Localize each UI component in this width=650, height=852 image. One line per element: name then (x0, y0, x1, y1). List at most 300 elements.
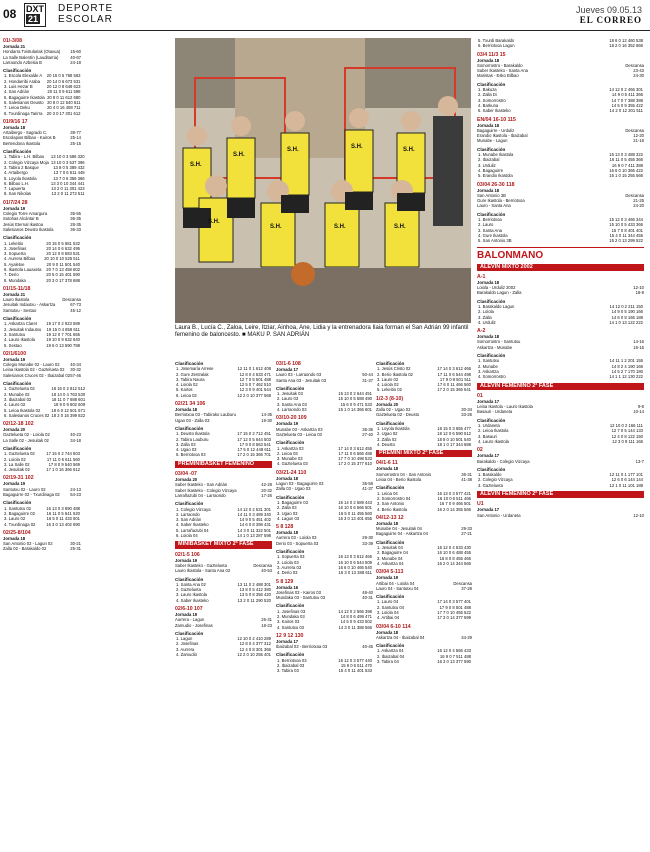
standings-table (3, 506, 81, 527)
result-block (175, 426, 272, 458)
team-name: 1. Jesuitak 03 (277, 391, 303, 397)
team-stats: 16 10 0 6 544 509 (338, 559, 372, 565)
team-stats: 12 4 0 8 122 150 (611, 433, 643, 439)
group-heading: 03/04 6-10 114 (376, 623, 411, 630)
match-score: 33-39 (362, 540, 373, 546)
group-heading: 03/04 5-113 (376, 569, 404, 576)
team-name: 4. Artibai 04 (377, 615, 400, 621)
match-teams: Lagun 03 - Bagaguirre 03 (276, 481, 324, 487)
table-row (477, 320, 644, 325)
team-name: 4. Lagun 03 (277, 515, 300, 521)
result-block (175, 401, 272, 423)
result-block (376, 450, 472, 482)
match-teams: Jornada 17 (276, 638, 299, 644)
result-block (376, 421, 472, 447)
group-heading: 03/04 26-30 118 (477, 181, 515, 188)
section-label-bottom: 21 (28, 14, 39, 24)
team-stats: 16 5 0 11 433 601 (46, 516, 80, 522)
match-teams: Somorrostro - Barakaldo (477, 62, 523, 68)
team-name: 5. Berriotxoa 03 (176, 452, 206, 458)
team-stats: 12 10 0 2 166 111 (609, 423, 643, 429)
match-line (3, 492, 81, 497)
result-block (3, 475, 81, 497)
table-row (276, 570, 373, 575)
group-heading: A-1 (477, 273, 486, 280)
result-block (3, 38, 81, 65)
match-score: 41-38 (461, 477, 472, 483)
standings-heading: Clasificación (376, 485, 405, 491)
group-heading: 02/25-8/104 (3, 529, 31, 536)
team-stats: 14 12 0 2 566 398 (338, 608, 372, 614)
team-stats: 18 8 0 10 501 540 (437, 436, 471, 442)
result-block (276, 386, 373, 412)
team-name: 5. San Antonio 3B (478, 238, 512, 244)
result-block (376, 361, 472, 393)
team-name: 1. Askartza 03 (277, 445, 304, 451)
team-stats: 18 15 0 3 655 477 (437, 425, 471, 431)
team-name: 4. Lauro Ikastola (4, 337, 35, 343)
team-stats: 18 11 0 7 688 601 (51, 396, 86, 402)
team-stats: 16 6 0 10 466 540 (338, 564, 372, 570)
team-stats: 15 1 0 14 366 601 (338, 407, 372, 413)
match-score: 35-58 (362, 481, 373, 487)
match-teams: Jornada 18 (376, 520, 399, 526)
team-name: 3. Tabira 04 (377, 659, 399, 665)
team-stats: 17 15 0 2 712 451 (237, 431, 271, 437)
result-block (276, 603, 373, 629)
team-stats: 16 11 0 5 455 366 (609, 157, 643, 163)
team-name: 1. Askartza Claret (4, 321, 38, 327)
team-name: 3. Santa Ana (478, 227, 502, 233)
team-name: 4. Loiola 02 (176, 382, 198, 388)
result-block (3, 68, 81, 116)
team-stats: 12 7 0 5 501 488 (239, 376, 271, 382)
team-stats: 16 8 0 8 455 466 (439, 555, 471, 561)
standings-table (376, 648, 472, 664)
team-name: 2. Ugao 02 (377, 431, 398, 437)
team-stats: 14 8 0 6 499 471 (340, 613, 372, 619)
group-heading: 03/10-20 109 (276, 415, 307, 422)
team-name: 1. Santa Ana 02 (176, 581, 206, 587)
shirt-lettering: S.H. (334, 224, 346, 230)
match-teams: Mundaka 03 - Santutxu 03 (276, 595, 326, 601)
group-heading: 04/12-13 12 (376, 514, 404, 521)
match-score: 24-20 (633, 203, 644, 209)
team-name: 3. Tabira 2 Basque (4, 164, 39, 170)
match-teams: Bertendona Ikastola (3, 140, 41, 146)
match-teams: Sotohas Alcántar B (3, 216, 39, 222)
team-stats: 12 5 0 7 462 510 (239, 382, 271, 388)
match-score: 40-45 (362, 644, 373, 650)
match-teams: Saber Ikasteko - Gaztelueta (175, 562, 227, 568)
match-teams: Barakaldo - Colegio Vizcaya (477, 458, 530, 464)
standings-table (477, 423, 644, 444)
team-name: 3. Lauro 02 (4, 516, 26, 522)
team-name: 8. Txurdinaga Tarirra (4, 110, 43, 116)
team-name: 5. Larrañazubi 04 (176, 527, 209, 533)
team-stats: 17 2 0 15 366 641 (437, 387, 471, 393)
team-stats: 12 3 0 9 401 544 (239, 387, 271, 393)
match-score: 25-31 (70, 546, 81, 552)
result-block (3, 235, 81, 283)
team-stats: 14 12 0 2 531 301 (237, 506, 271, 512)
match-line (3, 308, 81, 313)
match-teams: Jornada 18 (276, 530, 299, 536)
team-name: 5. Lekeitio 02 (377, 387, 402, 393)
shirt-lettering: S.H. (351, 144, 363, 150)
result-block (477, 328, 644, 350)
match-line (477, 513, 644, 518)
match-score: 30-32 (70, 367, 81, 373)
team-name: 1. Jesuitak 04 (377, 545, 403, 551)
team-stats: 16 1 0 15 255 566 (609, 173, 643, 179)
team-name: 2. Josefinas (4, 245, 27, 251)
match-teams: Ibaizabal 03 - Berriotxoa 03 (276, 644, 328, 650)
team-stats: 13 5 0 8 356 420 (239, 592, 271, 598)
group-heading: 02/21 34 106 (175, 401, 206, 408)
team-stats: 15 4 0 11 344 455 (609, 232, 643, 238)
team-stats: 20 7 0 13 458 602 (46, 266, 80, 272)
standings-table (477, 87, 644, 113)
group-heading: 5 8 128 (276, 524, 294, 531)
team-stats: 16 5 0 11 455 560 (338, 510, 372, 516)
team-name: 1. Tabira - L.H. Bilbao (4, 154, 45, 160)
match-teams: Jornada 17 (477, 453, 500, 459)
team-stats: 13 11 0 2 488 301 (237, 581, 271, 587)
team-stats: 14 12 0 2 466 301 (609, 87, 643, 93)
result-block (3, 530, 81, 552)
match-teams: Jornada 19 (175, 611, 198, 617)
standings-table (276, 554, 373, 575)
result-block (3, 286, 81, 313)
result-block (276, 633, 373, 650)
table-row (477, 43, 644, 48)
match-score: 12-20 (633, 133, 644, 139)
results-column-1 (3, 38, 86, 848)
group-heading: 03/21-24 110 (276, 469, 307, 476)
match-teams: Leioa 04 - Berio Ikastola (376, 477, 422, 483)
team-name: 4. Jesuitak 02 (4, 467, 30, 473)
table-row (477, 439, 644, 444)
page-header (0, 0, 650, 34)
team-name: 2. Berio Ikastola 02 (377, 371, 413, 377)
match-teams: Barakaldo Lagun - Zalla (477, 290, 522, 296)
team-name: 2. Josefinas (176, 641, 199, 647)
team-name: 4. Derio 03 (277, 570, 298, 576)
result-block (276, 549, 373, 575)
match-score: Descansa (625, 127, 644, 133)
match-score: 24-18 (70, 59, 81, 65)
standings-heading: Clasificación (175, 361, 204, 366)
match-teams: Zamudio - Josefinas (175, 622, 213, 628)
team-stats: 14 9 0 5 190 166 (611, 309, 643, 315)
table-row (175, 533, 272, 538)
match-score: 18-23 (261, 622, 272, 628)
team-name: 5. Erandio Ikastola (478, 173, 513, 179)
match-score: 57-46 (70, 372, 81, 378)
match-line (276, 595, 373, 600)
team-stats: 17 7 0 10 498 533 (338, 456, 372, 462)
table-row (477, 238, 644, 243)
standings-table (3, 451, 81, 472)
team-stats: 16 10 0 6 566 501 (338, 505, 372, 511)
team-name: 2. Somorrostro 04 (377, 495, 411, 501)
result-block (477, 491, 644, 518)
match-teams: Leioa Ikastola - Lauro Ikastola (477, 404, 533, 410)
standings-table (376, 545, 472, 566)
team-stats: 13 3 0 10 344 441 (50, 180, 85, 186)
match-teams: Jornada 18 (477, 57, 500, 63)
team-name: 5. Txurdi Barakaldo (478, 38, 515, 43)
match-score: 13-7 (635, 458, 644, 464)
team-name: 3. Kairos 03 (277, 619, 300, 625)
standings-table (376, 599, 472, 620)
match-teams: Jornada 18 (3, 124, 26, 130)
team-stats: 12 2 0 10 377 568 (237, 392, 271, 398)
shirt-lettering: S.H. (208, 219, 220, 225)
team-name: 1. Gaztelueta 02 (4, 451, 35, 457)
match-score: 25-15 (70, 140, 81, 146)
match-line (175, 623, 272, 628)
match-teams: Basauri - Urdaneta (477, 409, 513, 415)
team-name: 3. Zalla (478, 314, 492, 320)
team-stats: 15 12 0 3 466 344 (609, 217, 643, 223)
standings-heading: Clasificación (3, 235, 32, 241)
match-teams: Erandio Ikastola - Ibaizabal (477, 133, 528, 139)
standings-table (276, 500, 373, 521)
match-teams: Escolapios Bilbao - Kairos B (3, 135, 56, 141)
team-stats: 17 9 0 8 501 488 (439, 604, 471, 610)
team-name: 8. Mundaka (4, 277, 26, 283)
team-name: 4. Lauro 02 (4, 402, 26, 408)
standings-heading: Clasificación (3, 500, 32, 506)
team-stats: 20 9 0 11 501 540 (46, 261, 80, 267)
team-name: 3. Gaztelueta (478, 482, 503, 488)
result-block (276, 361, 373, 383)
team-stats: 16 13 0 3 690 488 (46, 505, 80, 511)
result-block (477, 182, 644, 209)
standings-table (3, 154, 86, 196)
team-name: 3. Basauri (478, 433, 497, 439)
match-score: 15-60 (70, 49, 81, 55)
match-teams: Askartza - Munabe (477, 344, 513, 350)
team-name: 2. Leioa 03 (277, 450, 298, 456)
match-score: 27-21 (461, 531, 472, 537)
team-name: 5. Kairos (176, 387, 193, 393)
match-line (477, 409, 644, 414)
team-stats: 20 14 0 6 632 495 (46, 245, 80, 251)
result-block (477, 299, 644, 325)
team-stats: 14 11 1 2 201 155 (609, 358, 643, 364)
team-name: 4. Lauro Ikastola (478, 438, 509, 444)
team-stats: 12 7 0 5 144 133 (611, 428, 643, 434)
team-stats: 18 6 0 12 501 671 (51, 407, 86, 413)
team-name: 4. Aurrera Bilbao (4, 256, 36, 262)
match-score: 41-37 (362, 486, 373, 492)
match-teams: Josefinas 03 - Kairos 03 (276, 589, 321, 595)
team-stats: 13 7 0 6 356 366 (53, 175, 85, 181)
team-stats: 17 2 0 15 366 701 (237, 452, 271, 458)
result-block (3, 200, 81, 232)
match-line (3, 60, 81, 65)
team-stats: 16 9 0 7 411 388 (611, 162, 643, 168)
match-score: 9-8 (637, 404, 644, 410)
match-score: 24-30 (633, 73, 644, 79)
team-stats: 20 15 0 5 681 532 (46, 240, 80, 246)
standings-table (3, 73, 82, 115)
match-score: 36-35 (70, 216, 81, 222)
team-name: 1. Lagun (176, 636, 193, 642)
group-heading: 02/1-5 106 (175, 551, 200, 558)
team-stats: 16 3 0 13 401 655 (338, 515, 372, 521)
match-line (477, 345, 644, 350)
team-name: 1. Sopuerta 03 (277, 554, 305, 560)
team-name: 1. Berriotxoa 03 (277, 657, 307, 663)
shirt-lettering: S.H. (403, 147, 415, 153)
table-row (376, 442, 472, 447)
team-name: 2. Colegio Vizcaya (478, 477, 513, 483)
standings-table (276, 609, 373, 630)
team-stats: 14 11 0 3 489 340 (237, 511, 271, 517)
results-column-3 (276, 361, 373, 846)
table-row (3, 343, 81, 348)
results-column-5 (477, 38, 644, 848)
team-stats: 17 3 0 14 377 599 (437, 615, 471, 621)
standings-table (175, 582, 272, 603)
match-teams: Munabe - Lagun (477, 138, 508, 144)
match-line (3, 141, 81, 146)
result-block (477, 82, 644, 114)
result-block (3, 119, 81, 146)
result-block (276, 440, 373, 466)
team-name: 1. Santutxu 02 (4, 505, 32, 511)
match-score: 36-33 (70, 226, 81, 232)
match-score: 34-18 (70, 437, 81, 443)
team-stats: 16 3 0 13 388 611 (338, 570, 372, 576)
team-stats: 15 2 0 13 299 522 (609, 238, 643, 244)
match-teams: Jornada 18 (3, 535, 26, 541)
team-stats: 17 15 0 2 744 503 (46, 451, 80, 457)
team-stats: 18 2 0 16 352 666 (609, 43, 643, 49)
results-column-2 (175, 361, 272, 846)
team-stats: 16 12 0 4 566 433 (437, 648, 471, 654)
standings-heading: Clasificación (276, 385, 305, 391)
team-stats: 16 6 0 10 366 422 (609, 167, 643, 173)
match-teams: Larrañazubi 04 - Larraondo (175, 492, 226, 498)
team-stats: 17 11 0 6 611 560 (46, 456, 80, 462)
match-teams: Colegio Torre Amargura (3, 211, 48, 217)
group-heading: 01/9/16 17 (3, 118, 28, 125)
team-name: 2. Lauro (478, 222, 494, 228)
team-name: 3. San Antonio (377, 501, 405, 507)
team-name: 2. Gure Zentralak (176, 371, 209, 377)
standings-heading: Clasificación (477, 353, 506, 359)
team-name: 1. Josefinas 03 (277, 608, 306, 614)
team-name: 3. Askartza (478, 368, 499, 374)
match-teams: Bagaguirre - Urduliz (477, 127, 515, 133)
match-line (376, 477, 472, 482)
standings-table (175, 636, 272, 657)
result-block (376, 624, 472, 641)
match-teams: Saber Ikasteko - Colegio Vizcaya (175, 487, 237, 493)
team-stats: 14 1 0 13 287 598 (237, 533, 271, 539)
table-row (3, 111, 82, 116)
team-stats: 15 10 0 5 433 366 (609, 222, 643, 228)
group-heading: 02/6-10 107 (175, 605, 203, 612)
match-score: 40-34 (70, 362, 81, 368)
team-name: 3. Munabe 03 (277, 456, 303, 462)
table-row (175, 598, 272, 603)
table-row (477, 108, 644, 113)
match-teams: Munabe 04 - Jesuitak 04 (376, 526, 422, 532)
group-heading: 02 (477, 447, 483, 454)
match-teams: Ugao 03 - Zalla 03 (175, 417, 210, 423)
standings-table (376, 491, 472, 512)
team-name: 6. Leioa 02 (176, 392, 197, 398)
team-stats: 14 6 0 8 166 188 (611, 314, 643, 320)
team-stats: 14 7 0 7 388 388 (611, 97, 643, 103)
match-teams: Jornada 19 (3, 481, 26, 487)
match-teams: Jornada 18 (477, 187, 500, 193)
team-stats: 17 11 0 6 566 488 (338, 450, 372, 456)
team-name: 2. Loiola 03 (277, 559, 299, 565)
match-score: 40-53 (261, 568, 272, 574)
category-bar: PREMINIBASKET FEMENINO (175, 461, 272, 468)
match-teams: Jesuitak Indautxu - Askartza (3, 302, 56, 308)
team-stats: 17 11 0 6 544 498 (437, 371, 471, 377)
match-score: Descansa (625, 62, 644, 68)
table-row (276, 516, 373, 521)
team-name: 3. Munabe 04 (377, 555, 403, 561)
team-photo (175, 38, 471, 323)
standings-table (477, 38, 644, 49)
team-stats: 17 1 0 16 366 612 (46, 467, 80, 473)
team-name: 2. Bagaguirre 04 (377, 550, 408, 556)
category-bar: ALEVÍN FEMENINO 2ª FASE (477, 383, 644, 390)
result-block (3, 500, 81, 526)
team-name: 1. Berriotxoa (478, 217, 502, 223)
team-name: 1. Bagaguirre 03 (277, 499, 308, 505)
match-teams: Jesús Eternal Ikastoa (3, 221, 44, 227)
table-row (477, 173, 644, 178)
photo-caption: Laura B., Lucía C., Zaloa, Leire, Itziar, Ainhoa, Ane, Lidia y la entrenadora Ilaia forman el San Adrián 99 infantil femenino de baloncesto. ■ MAKU P. SAN ADRIÁN (175, 325, 469, 338)
match-line (376, 635, 472, 640)
team-name: 7. Lapuerta (4, 186, 26, 192)
standings-table (477, 472, 644, 488)
team-name: 4. Deusto (377, 441, 395, 447)
team-stats: 20 3 0 17 378 688 (46, 277, 80, 283)
team-name: 5. Bagaguirre Ikastola (4, 94, 45, 100)
match-line (3, 373, 81, 378)
result-block (175, 541, 272, 573)
standings-table (477, 304, 644, 325)
result-block (477, 247, 644, 296)
team-stats: 14 1 1 12 130 222 (609, 374, 643, 380)
team-stats: 13 7 0 6 611 448 (53, 170, 85, 176)
match-teams: Jornada 17 (477, 507, 500, 513)
match-teams: Santa Ana 03 - Jesuitak 03 (276, 377, 327, 383)
standings-table (276, 658, 373, 674)
team-name: 3. Luis Hezar B (4, 84, 33, 90)
team-name: 4. Barkuna (478, 102, 499, 108)
team-name: 4. Artaibergo (4, 170, 28, 176)
team-stats: 16 9 0 7 511 488 (439, 653, 471, 659)
team-name: 2. Loiola (478, 309, 494, 315)
match-score: 23-43 (633, 68, 644, 74)
team-stats: 20 12 0 8 583 531 (46, 251, 80, 257)
match-line (477, 73, 644, 78)
standings-heading: Clasificación (477, 146, 506, 152)
